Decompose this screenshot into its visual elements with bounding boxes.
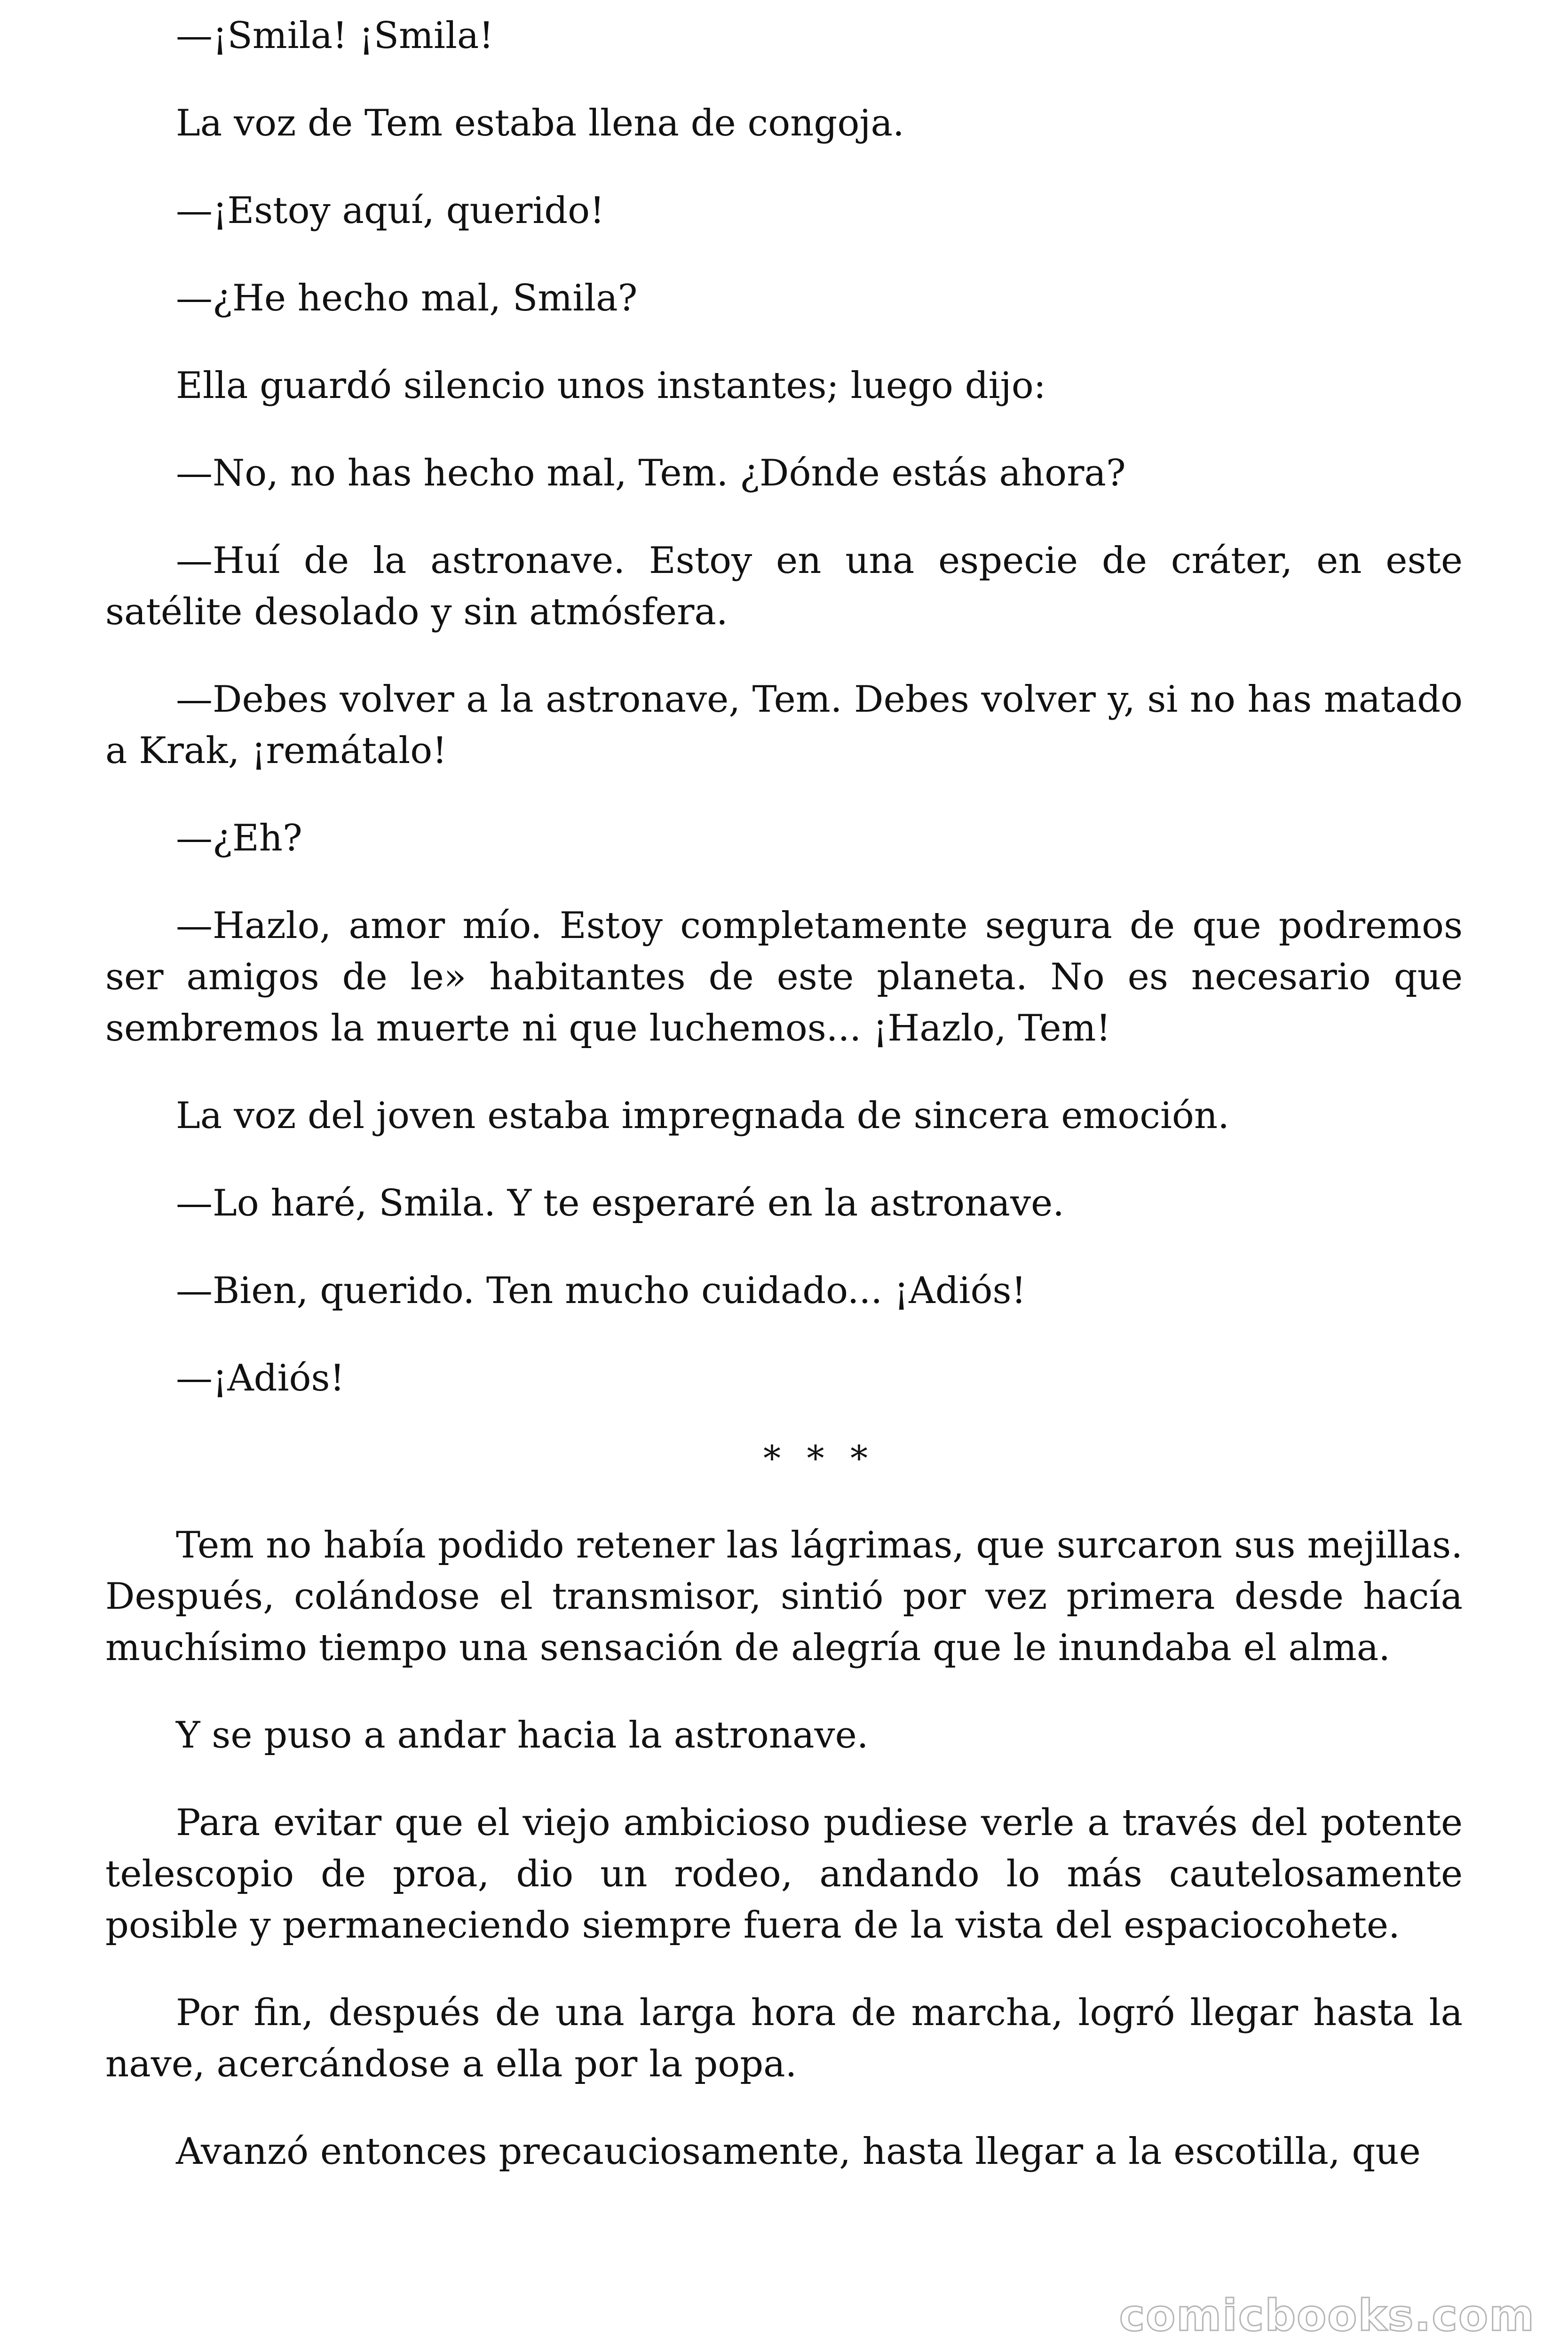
page-text — [105, 10, 1463, 2214]
paragraph: —Hazlo, amor mío. Estoy completamente segura de que podremos ser amigos de le» habitantes de este planeta. No es necesario que sembremos la muerte ni que luchemos... ¡Hazlo, Tem! — [105, 905, 1463, 1049]
paragraph: La voz de Tem estaba llena de congoja. — [176, 102, 904, 144]
paragraph: —¡Adiós! — [176, 1357, 345, 1399]
watermark-logo: comicbooks.com — [1119, 2290, 1535, 2341]
paragraph: Y se puso a andar hacia la astronave. — [176, 1714, 869, 1756]
paragraph: —Lo haré, Smila. Y te esperaré en la astronave. — [176, 1182, 1064, 1224]
paragraph: —¿He hecho mal, Smila? — [176, 277, 638, 319]
paragraph: La voz del joven estaba impregnada de sincera emoción. — [176, 1095, 1229, 1137]
paragraph: —¡Estoy aquí, querido! — [176, 190, 605, 232]
paragraph: —No, no has hecho mal, Tem. ¿Dónde estás ahora? — [176, 452, 1126, 494]
paragraph: —Huí de la astronave. Estoy en una especie de cráter, en este satélite desolado y sin atmósfera. — [105, 540, 1463, 633]
paragraph: Avanzó entonces precauciosamente, hasta llegar a la escotilla, que — [176, 2130, 1421, 2173]
paragraph: Por fin, después de una larga hora de marcha, logró llegar hasta la nave, acercándose a ella por la popa. — [105, 1992, 1463, 2085]
paragraph: —Debes volver a la astronave, Tem. Debes volver y, si no has matado a Krak, ¡remátalo! — [105, 678, 1463, 772]
paragraph: —¡Smila! ¡Smila! — [176, 15, 494, 57]
paragraph: Para evitar que el viejo ambicioso pudiese verle a través del potente telescopio de proa, dio un rodeo, andando lo más cautelosamente posible y permaneciendo siempre fuera de la vista del espaciocohete. — [105, 1802, 1463, 1947]
paragraph: Ella guardó silencio unos instantes; luego dijo: — [176, 365, 1046, 407]
paragraph: —¿Eh? — [176, 817, 302, 859]
section-separator: * * * — [763, 1438, 876, 1479]
paragraph: —Bien, querido. Ten mucho cuidado... ¡Adiós! — [176, 1270, 1026, 1312]
paragraph: Tem no había podido retener las lágrimas, que surcaron sus mejillas. Después, colándose el transmisor, sintió por vez primera desde hacía muchísimo tiempo una sensación de alegría que le inundaba el alma. — [105, 1524, 1463, 1669]
